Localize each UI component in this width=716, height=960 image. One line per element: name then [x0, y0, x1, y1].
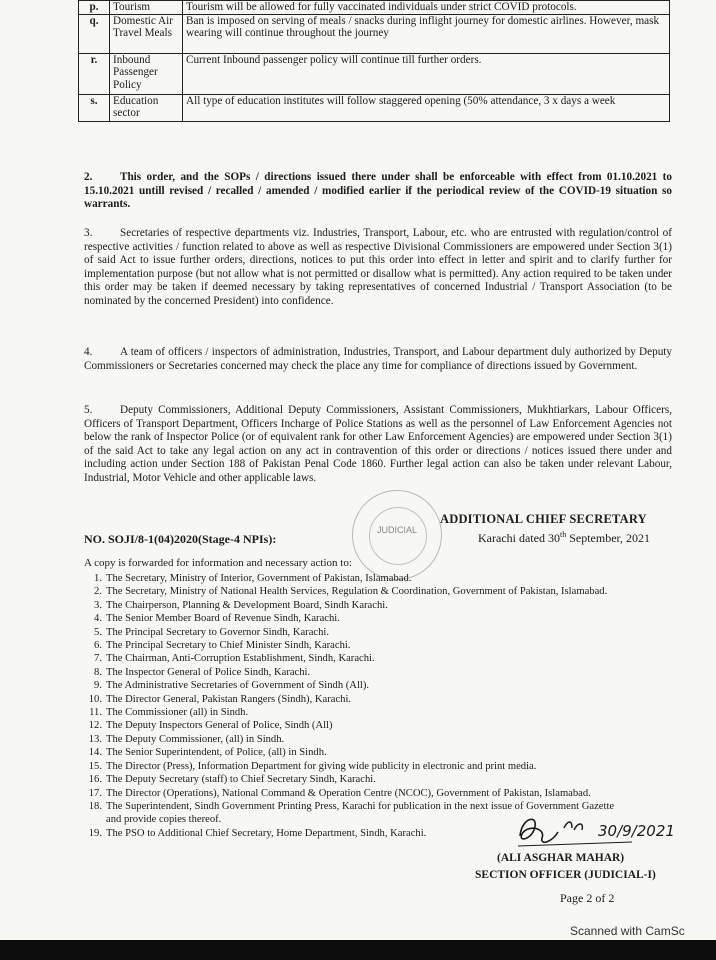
list-item-number: 9.: [94, 680, 102, 692]
list-item-text: and provide copies thereof.: [106, 814, 222, 826]
reference-number: NO. SOJI/8-1(04)2020(Stage-4 NPIs):: [84, 532, 277, 546]
list-item-text: The Superintendent, Sindh Government Printing Press, Karachi for publication in the next issue of Government Gazette: [106, 800, 615, 812]
list-item-number: 8.: [94, 666, 102, 678]
dated-sup: th: [559, 530, 567, 539]
list-item-text: The Secretary, Ministry of Interior, Government of Pakistan, Islamabad.: [106, 573, 412, 584]
signer-name: (ALI ASGHAR MAHAR): [497, 852, 625, 864]
list-item-text: The Principal Secretary to Governor Sindh, Karachi.: [106, 626, 329, 638]
paragraph-2: [84, 171, 672, 212]
list-item-number: 11.: [89, 707, 102, 719]
list-item-number: 14.: [88, 747, 102, 759]
list-item-number: 12.: [88, 720, 102, 732]
list-item: [80, 773, 614, 786]
list-item-text: The PSO to Additional Chief Secretary, Home Department, Sindh, Karachi.: [106, 827, 427, 839]
list-item-number: 3.: [94, 599, 102, 611]
row-id: r.: [79, 53, 110, 94]
copy-distribution-list: [80, 572, 614, 840]
list-item: [80, 719, 614, 732]
list-item-text: The Senior Member Board of Revenue Sindh, Karachi.: [106, 613, 340, 625]
list-item: [80, 639, 614, 652]
copy-intro: A copy is forwarded for information and necessary action to:: [84, 557, 352, 569]
row-id: s.: [79, 94, 110, 121]
list-item-number: 10.: [88, 693, 102, 705]
list-item-number: 7.: [94, 653, 102, 665]
list-item-number: 2.: [94, 586, 102, 598]
list-item-number: 15.: [88, 760, 102, 772]
list-item: [80, 693, 614, 706]
list-item-number: 1.: [94, 573, 102, 584]
table-row: [79, 94, 670, 121]
list-item: [80, 787, 614, 800]
row-sector: Education sector: [110, 94, 183, 121]
bottom-black-bar: [0, 940, 716, 960]
list-item-text: The Director (Press), Information Department for giving wide publicity in electronic and print media.: [106, 760, 537, 772]
list-item-number: 19.: [88, 827, 102, 839]
paragraph-text: A team of officers / inspectors of administration, Industries, Transport, and Labour department duly authorized by Deputy Commissioners or Secretaries concerned may check the place any time for compliance of directions issued by Government.: [84, 346, 672, 372]
list-item-text: The Deputy Inspectors General of Police, Sindh (All): [106, 720, 333, 732]
list-item-number: 18.: [88, 800, 102, 812]
list-item-text: The Director General, Pakistan Rangers (Sindh), Karachi.: [106, 693, 352, 705]
paragraph-number: 3.: [84, 227, 93, 239]
list-item-text: The Inspector General of Police Sindh, Karachi.: [106, 666, 311, 678]
list-item: [80, 599, 614, 612]
dated-prefix: Karachi dated 30: [478, 531, 560, 545]
paragraph-number: 5.: [84, 404, 93, 416]
dated-line: [478, 530, 650, 546]
list-item-text: The Principal Secretary to Chief Minister Sindh, Karachi.: [106, 640, 351, 652]
row-id: q.: [79, 14, 110, 53]
table-row: [79, 14, 670, 53]
list-item: [80, 652, 614, 665]
list-item-text: The Director (Operations), National Command & Operation Centre (NCOC), Government of Pakistan, Islamabad.: [106, 787, 591, 799]
list-item-text: The Deputy Secretary (staff) to Chief Secretary Sindh, Karachi.: [106, 774, 376, 786]
list-item-number: 5.: [94, 626, 102, 638]
paragraph-number: 4.: [84, 346, 93, 358]
paragraph-text: Secretaries of respective departments viz. Industries, Transport, Labour, etc. who are entrusted with regulation/control of respective activities / function related to above as well as respective Divisional Commissioners are empowered under Section 3(1) of said Act to issue further orders, directions, notices to put this order into effect in letter and spirit and to clarify further for implementation purpose (but not allow what is not permitted or disallow what is permitted). Any action required to be taken under this order may be taken if deemed necessary by taking representatives of concerned Industrial / Transport Association (to be nominated by the concerned President) into confidence.: [84, 227, 672, 307]
list-item-text: The Senior Superintendent, of Police, (all) in Sindh.: [106, 747, 327, 759]
seal-text: JUDICIAL: [376, 525, 417, 535]
list-item-number: 4.: [94, 613, 102, 625]
row-sector: Inbound Passenger Policy: [110, 53, 183, 94]
signer-title: SECTION OFFICER (JUDICIAL-I): [475, 869, 656, 881]
list-item-number: 13.: [88, 733, 102, 745]
signature-date: 30/9/2021: [598, 822, 675, 840]
signatory-title: ADDITIONAL CHIEF SECRETARY: [440, 512, 647, 526]
scanner-watermark: Scanned with CamSc: [570, 924, 685, 938]
row-policy: All type of education institutes will follow staggered opening (50% attendance, 3 x days a week: [183, 94, 670, 121]
row-policy: Current Inbound passenger policy will continue till further orders.: [183, 53, 670, 94]
list-item: [80, 666, 614, 679]
paragraph-3: [84, 227, 672, 309]
paragraph-5: [84, 404, 672, 486]
paragraph-4: [84, 346, 672, 373]
list-item: [80, 585, 614, 598]
list-item: [80, 626, 614, 639]
list-item-text: The Chairperson, Planning & Development Board, Sindh Karachi.: [106, 599, 388, 611]
list-item: [80, 612, 614, 625]
list-item-text: The Commissioner (all) in Sindh.: [106, 707, 249, 719]
list-item: [80, 679, 614, 692]
handwritten-signature: [512, 806, 692, 856]
judicial-seal-stamp: [352, 490, 442, 580]
paragraph-text: This order, and the SOPs / directions issued there under shall be enforceable with effect from 01.10.2021 to 15.10.2021 untill revised / recalled / amended / modified earlier if the periodical review of the COVID-19 situation so warrants.: [84, 171, 672, 211]
list-item: [80, 706, 614, 719]
list-item-number: 17.: [88, 787, 102, 799]
list-item: [80, 760, 614, 773]
list-item-text: The Chairman, Anti-Corruption Establishment, Sindh, Karachi.: [106, 653, 375, 665]
page-number: Page 2 of 2: [560, 891, 615, 905]
row-id: p.: [79, 1, 110, 15]
row-sector: Domestic Air Travel Meals: [110, 14, 183, 53]
list-item-text: The Secretary, Ministry of National Health Services, Regulation & Coordination, Government of Pakistan, Islamabad.: [106, 586, 608, 598]
list-item-number: 16.: [88, 774, 102, 786]
row-policy: Tourism will be allowed for fully vaccinated individuals under strict COVID protocols.: [183, 1, 670, 15]
seal-inner-ring: [369, 507, 427, 565]
list-item: [80, 746, 614, 759]
list-item: [80, 572, 614, 585]
row-policy: Ban is imposed on serving of meals / snacks during inflight journey for domestic airlines. However, mask wearing will continue throughout the journey: [183, 14, 670, 53]
table-row: [79, 53, 670, 94]
dated-suffix: September, 2021: [566, 531, 651, 545]
paragraph-text: Deputy Commissioners, Additional Deputy Commissioners, Assistant Commissioners, Mukhtiarkars, Labour Officers, Officers of Transport Department, Officers Incharge of Police Stations as well as the personnel of Law Enforcement Agencies not below the rank of Inspector Police (or of equivalent rank for other Law Enforcement Agencies) are empowered under Section 3(1) of the said Act to take any legal action on any act in contravention of this order or directions / notices issued there under and including action under Section 188 of Pakistan Penal Code 1860. Further legal action can also be taken under relevant Labour, Industrial, Motor Vehicle and other applicable laws.: [84, 404, 672, 484]
list-item-text: The Administrative Secretaries of Government of Sindh (All).: [106, 680, 370, 692]
paragraph-number: 2.: [84, 171, 93, 183]
table-row: [79, 1, 670, 15]
sop-table: [78, 0, 670, 122]
list-item: [80, 733, 614, 746]
row-sector: Tourism: [110, 1, 183, 15]
list-item-number: 6.: [94, 640, 102, 652]
list-item-text: The Deputy Commissioner, (all) in Sindh.: [106, 733, 285, 745]
